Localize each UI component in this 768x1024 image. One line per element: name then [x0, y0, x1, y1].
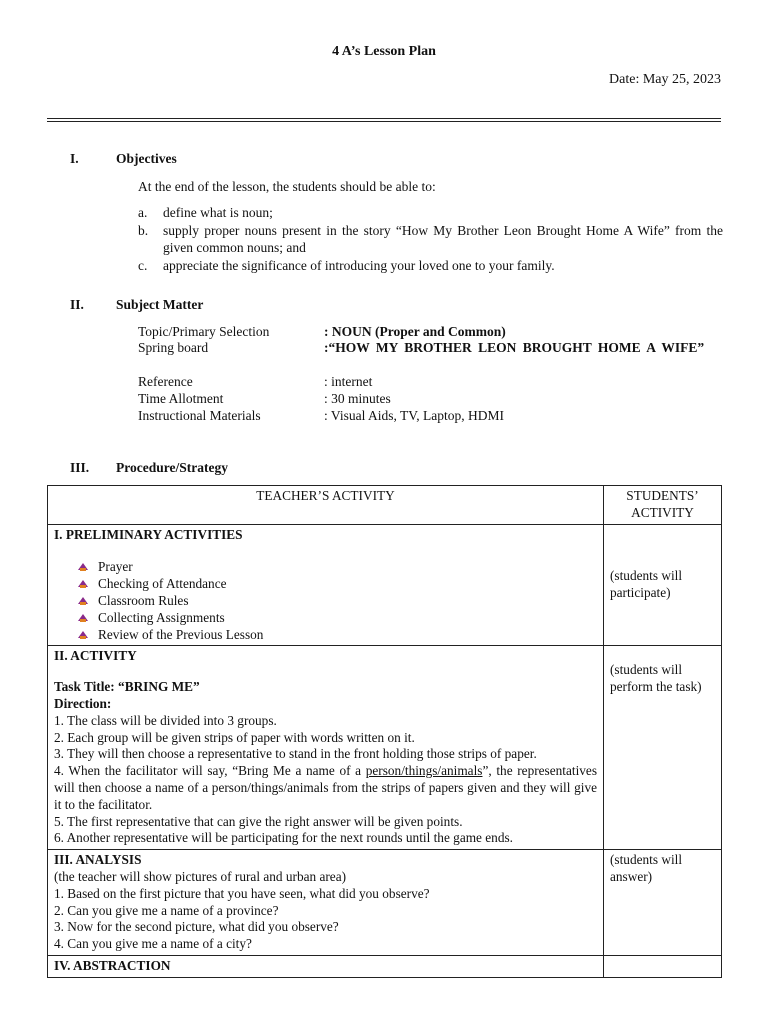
header-divider-top [47, 118, 721, 119]
objective-item [138, 204, 723, 221]
subject-key: Spring board [138, 340, 209, 355]
objective-text: define what is noun; [163, 205, 273, 220]
subject-matter-heading: Subject Matter [116, 297, 204, 312]
subject-key: Instructional Materials [138, 408, 261, 423]
bullet-icon [78, 597, 88, 604]
analysis-title: III. ANALYSIS [54, 852, 142, 868]
subject-value: : 30 minutes [324, 391, 391, 406]
procedure-heading: Procedure/Strategy [116, 460, 228, 475]
analysis-question: 3. Now for the second picture, what did you observe? [54, 919, 339, 935]
objective-letter: b. [138, 223, 149, 238]
list-item-label: Prayer [98, 559, 133, 575]
list-item-label: Classroom Rules [98, 593, 189, 609]
objective-letter: c. [138, 258, 148, 273]
list-item [78, 626, 597, 643]
activity-step-text: 4. When the facilitator will say, “Bring Me a name of a [54, 763, 366, 779]
list-item-label: Collecting Assignments [98, 610, 225, 626]
activity-step: 1. The class will be divided into 3 groups. [54, 712, 277, 728]
document-title: 4 A’s Lesson Plan [332, 44, 436, 59]
subject-matter-number: II. [70, 297, 84, 312]
list-item [78, 592, 597, 609]
abstraction-cell [48, 955, 604, 977]
analysis-note: (the teacher will show pictures of rural and urban area) [54, 868, 347, 884]
activity-cell [48, 646, 604, 850]
subject-row-time [138, 391, 723, 408]
activity-step-text: ”, the representatives will then choose a name of a person/things/animals from the strips of papers given and they will give it to the facilitator. [54, 763, 597, 812]
abstraction-title: IV. ABSTRACTION [54, 957, 171, 973]
document-date: Date: May 25, 2023 [609, 72, 721, 87]
bullet-icon [78, 563, 88, 570]
objectives-intro: At the end of the lesson, the students should be able to: [138, 179, 436, 194]
procedure-number: III. [70, 460, 90, 475]
analysis-cell [48, 850, 604, 956]
table-row-preliminary [48, 524, 722, 646]
list-item [78, 558, 597, 575]
abstraction-student-cell [604, 955, 722, 977]
activity-student-cell: (students will perform the task) [604, 646, 722, 850]
objective-text: appreciate the significance of introducing your loved one to your family. [163, 258, 555, 273]
objective-text: supply proper nouns present in the story “How My Brother Leon Brought Home A Wife” from the given common nouns; and [163, 223, 723, 255]
activity-title: II. ACTIVITY [54, 648, 137, 664]
activity-direction-label: Direction: [54, 695, 112, 711]
subject-key: Topic/Primary Selection [138, 324, 270, 339]
students-activity-header: STUDENTS’ ACTIVITY [604, 486, 722, 525]
subject-value: :“HOW MY BROTHER LEON BROUGHT HOME A WIFE” [324, 340, 705, 355]
list-item [78, 609, 597, 626]
table-row-activity [48, 646, 722, 850]
subject-value: : Visual Aids, TV, Laptop, HDMI [324, 408, 504, 423]
header-divider-bottom [47, 121, 721, 122]
subject-value: : internet [324, 374, 373, 389]
procedure-table [47, 485, 722, 978]
activity-task-title: Task Title: “BRING ME” [54, 679, 200, 695]
analysis-question: 1. Based on the first picture that you have seen, what did you observe? [54, 885, 430, 901]
preliminary-student-cell: (students will participate) [604, 524, 722, 646]
objectives-heading: Objectives [116, 151, 177, 166]
preliminary-cell [48, 524, 604, 646]
activity-step [54, 763, 597, 813]
subject-value: : NOUN (Proper and Common) [324, 324, 506, 339]
subject-row-materials [138, 408, 723, 425]
activity-step: 5. The first representative that can give the right answer will be given points. [54, 813, 463, 829]
analysis-student-cell: (students will answer) [604, 850, 722, 956]
activity-step: 3. They will then choose a representative to stand in the front holding those strips of paper. [54, 746, 537, 762]
objectives-list [138, 204, 723, 275]
subject-row-springboard [138, 340, 723, 357]
objective-letter: a. [138, 205, 148, 220]
table-row-abstraction [48, 955, 722, 977]
bullet-icon [78, 614, 88, 621]
activity-step: 2. Each group will be given strips of paper with words written on it. [54, 729, 415, 745]
subject-key: Time Allotment [138, 391, 224, 406]
subject-key: Reference [138, 374, 193, 389]
analysis-question: 4. Can you give me a name of a city? [54, 936, 252, 952]
activity-step-underlined: person/things/animals [365, 763, 483, 779]
table-row-analysis [48, 850, 722, 956]
objectives-number: I. [70, 151, 79, 166]
bullet-icon [78, 631, 88, 638]
objective-item [138, 257, 723, 274]
list-item-label: Review of the Previous Lesson [98, 627, 264, 643]
list-item-label: Checking of Attendance [98, 576, 227, 592]
subject-row-topic [138, 324, 723, 341]
bullet-icon [78, 580, 88, 587]
list-item [78, 575, 597, 592]
analysis-question: 2. Can you give me a name of a province? [54, 902, 279, 918]
teacher-activity-header: TEACHER’S ACTIVITY [48, 486, 604, 525]
preliminary-list [54, 558, 597, 643]
activity-step: 6. Another representative will be participating for the next rounds until the game ends. [54, 830, 513, 846]
objective-item [138, 222, 723, 256]
subject-row-reference [138, 374, 723, 391]
table-header-row [48, 486, 722, 525]
preliminary-title: I. PRELIMINARY ACTIVITIES [54, 526, 243, 542]
